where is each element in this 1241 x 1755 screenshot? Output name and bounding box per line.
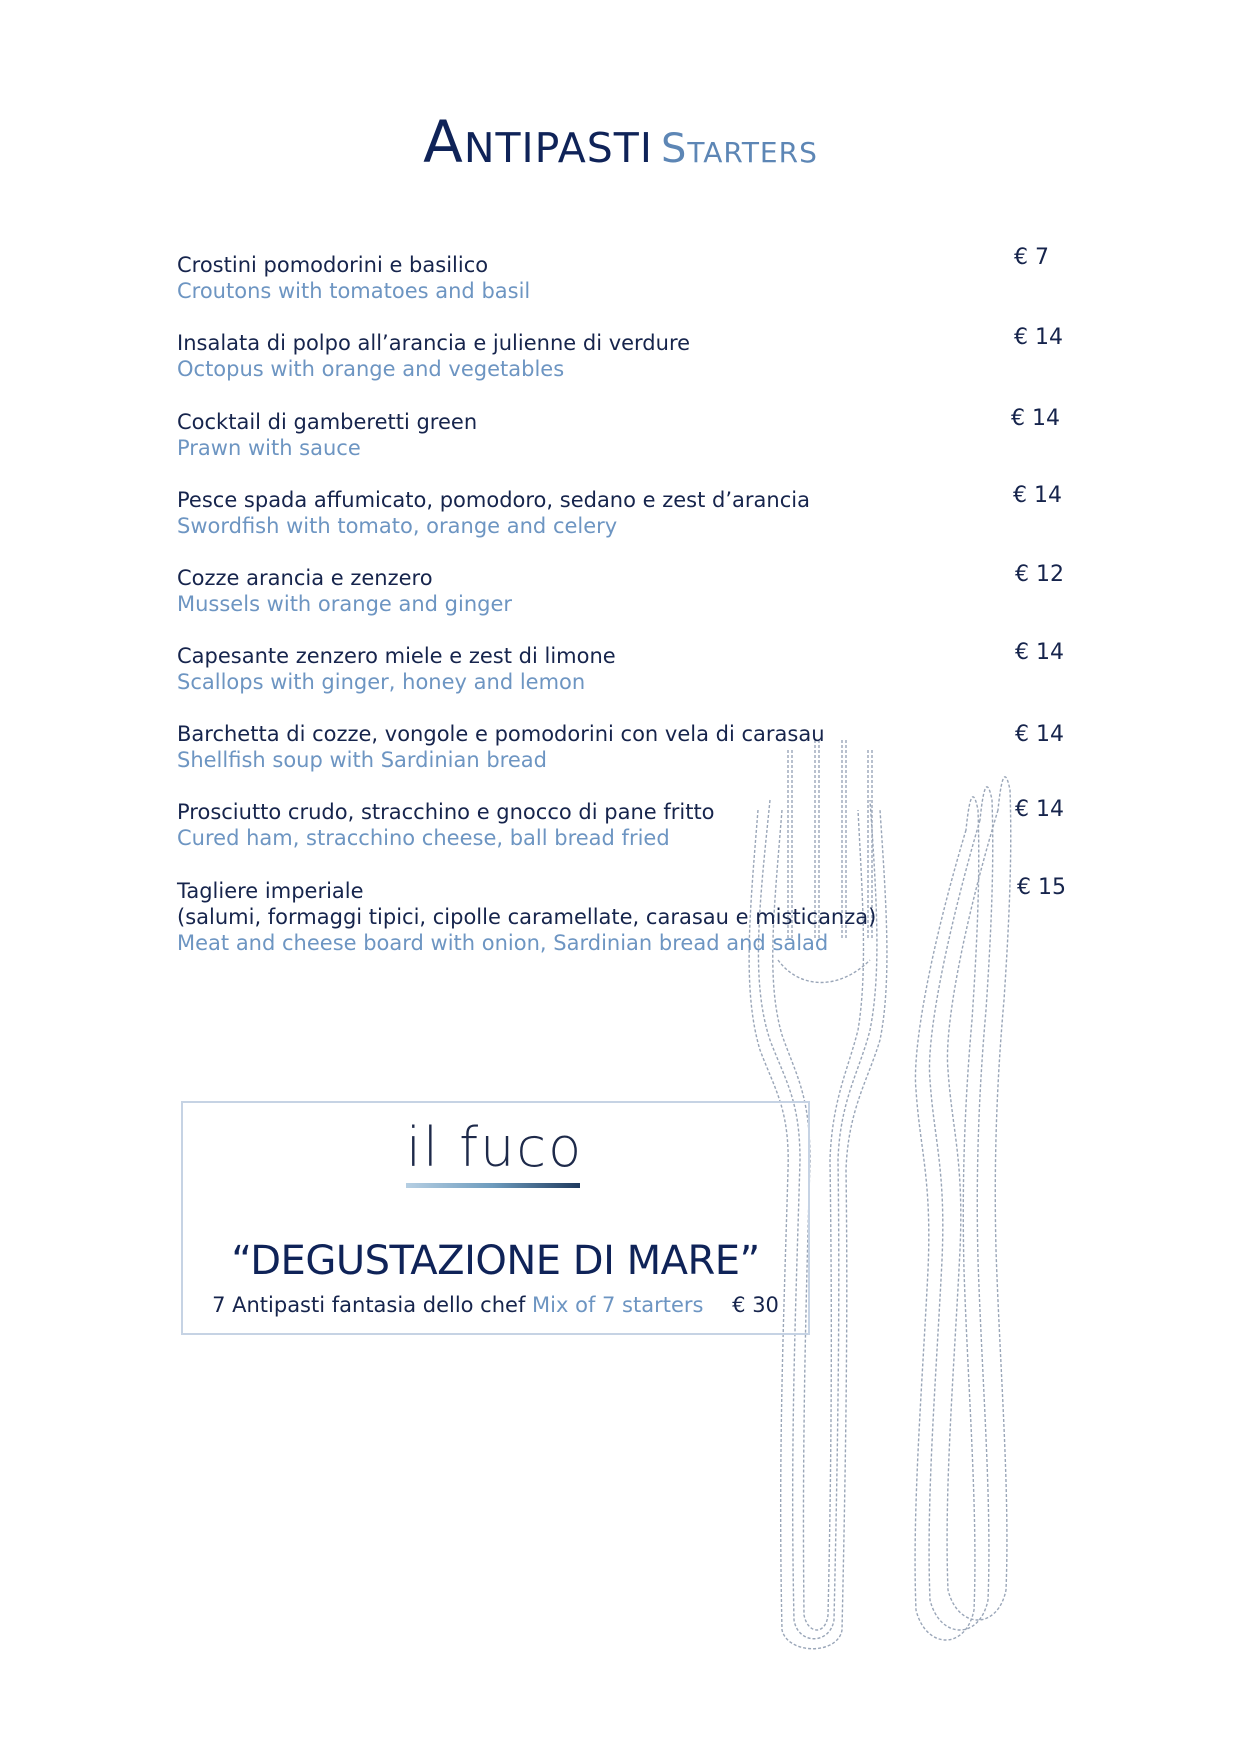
menu-item [177, 487, 1077, 539]
tasting-price: € 30 [732, 1293, 779, 1317]
dish-name-italian: Prosciutto crudo, stracchino e gnocco di pane fritto [177, 800, 715, 824]
menu-item [177, 252, 1077, 304]
dish-name-italian: Pesce spada affumicato, pomodoro, sedano e zest d’arancia [177, 488, 810, 512]
tasting-menu-title: “DEGUSTAZIONE DI MARE” [231, 1238, 760, 1284]
menu-item [177, 799, 1077, 851]
dish-name-english: Shellfish soup with Sardinian bread [177, 748, 547, 772]
dish-name-italian: Tagliere imperiale [177, 879, 364, 903]
menu-item [177, 643, 1077, 695]
dish-price: € 14 [1014, 325, 1063, 350]
logo-text: il fuco [406, 1116, 584, 1179]
dish-price: € 14 [1015, 797, 1064, 822]
dish-name-english: Cured ham, stracchino cheese, ball bread fried [177, 826, 670, 850]
dish-price: € 15 [1017, 875, 1066, 900]
dish-price: € 14 [1011, 406, 1060, 431]
dish-price: € 14 [1015, 640, 1064, 665]
dish-name-english: Mussels with orange and ginger [177, 592, 513, 616]
dish-name-italian: Barchetta di cozze, vongole e pomodorini con vela di carasau [177, 722, 825, 746]
dish-price: € 14 [1013, 483, 1062, 508]
dish-name-english: Meat and cheese board with onion, Sardinian bread and salad [177, 931, 829, 955]
dish-name-italian: Cozze arancia e zenzero [177, 566, 433, 590]
dish-ingredients-italian: (salumi, formaggi tipici, cipolle caramellate, carasau e misticanza) [177, 905, 877, 929]
dish-name-italian: Insalata di polpo all’arancia e julienne di verdure [177, 331, 691, 355]
page-heading [0, 108, 1241, 176]
dish-price: € 14 [1015, 722, 1064, 747]
menu-item [177, 565, 1077, 617]
logo-underline [406, 1183, 580, 1188]
dish-name-english: Scallops with ginger, honey and lemon [177, 670, 586, 694]
dish-price: € 7 [1014, 245, 1049, 270]
tasting-description-english: Mix of 7 starters [532, 1293, 704, 1317]
menu-item [177, 409, 1077, 461]
menu-item [177, 878, 1077, 956]
menu-item [177, 330, 1077, 382]
dish-name-english: Octopus with orange and vegetables [177, 357, 565, 381]
menu-item [177, 721, 1077, 773]
dish-name-italian: Cocktail di gamberetti green [177, 410, 478, 434]
dish-name-italian: Capesante zenzero miele e zest di limone [177, 644, 616, 668]
dish-name-english: Swordfish with tomato, orange and celery [177, 514, 618, 538]
restaurant-logo [406, 1115, 586, 1191]
dish-price: € 12 [1015, 562, 1064, 587]
dish-name-english: Prawn with sauce [177, 436, 361, 460]
heading-english: Starters [660, 126, 818, 172]
tasting-description-italian: 7 Antipasti fantasia dello chef [212, 1293, 526, 1317]
tasting-menu-description [181, 1293, 810, 1317]
dish-name-english: Croutons with tomatoes and basil [177, 279, 531, 303]
dish-name-italian: Crostini pomodorini e basilico [177, 253, 489, 277]
heading-italian: Antipasti [423, 108, 653, 176]
